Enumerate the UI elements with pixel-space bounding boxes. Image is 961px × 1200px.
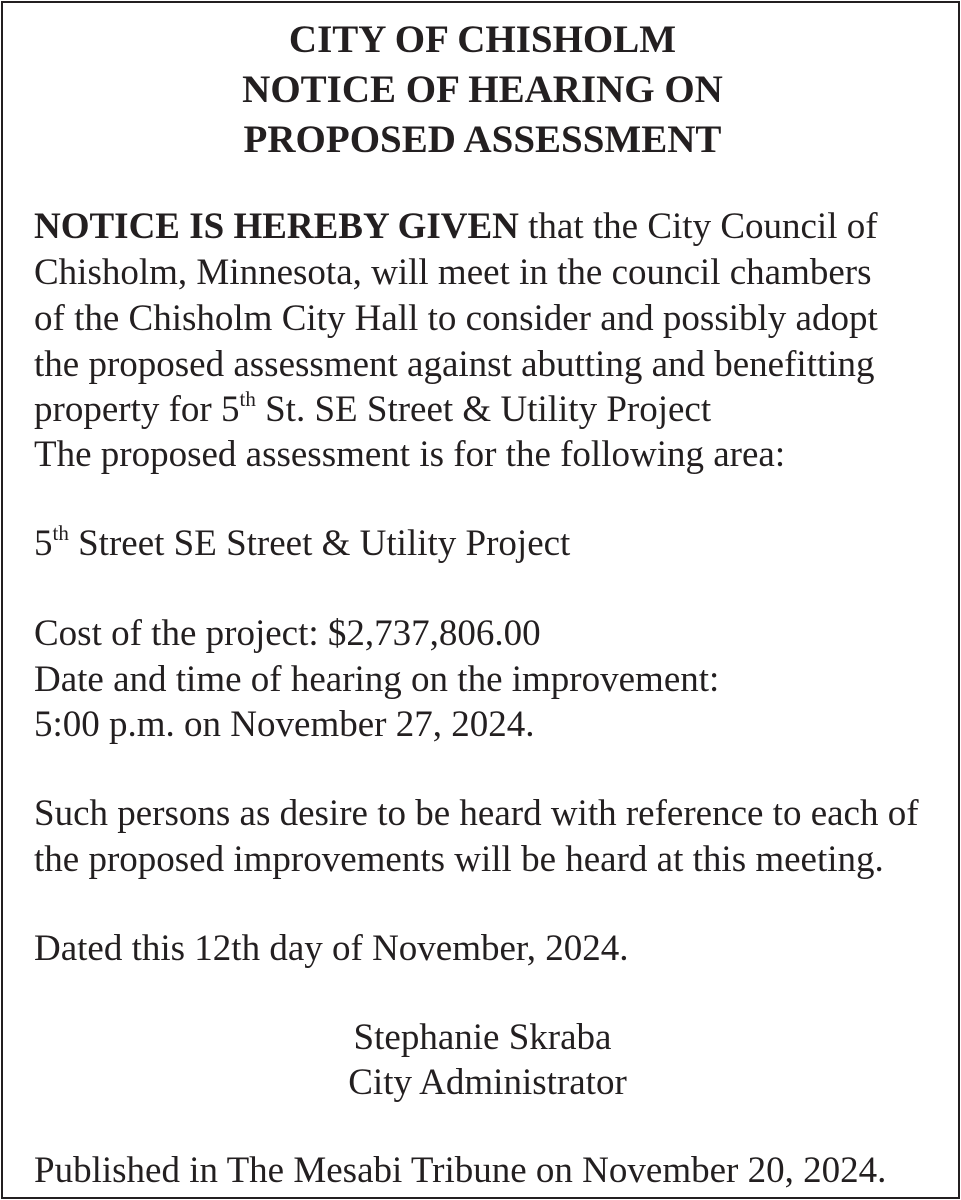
notice-line-6: The proposed assessment is for the following area:	[34, 434, 786, 475]
title-line-1: CITY OF CHISHOLM	[288, 18, 677, 61]
notice-line-3: of the Chisholm City Hall to consider and possibly adopt	[34, 298, 878, 339]
notice-lead: NOTICE IS HEREBY GIVEN	[34, 206, 519, 247]
notice-line-2: Chisholm, Minnesota, will meet in the council chambers	[34, 252, 872, 293]
dated-line: Dated this 12th day of November, 2024.	[34, 928, 629, 969]
notice-line-5-a: property for 5	[34, 389, 240, 430]
title-line-2: NOTICE OF HEARING ON	[242, 68, 723, 111]
project-area-a: 5	[34, 523, 53, 564]
notice-line-5	[34, 387, 711, 433]
notice-lead-rest: that the City Council of	[518, 206, 878, 247]
signatory-role: City Administrator	[348, 1062, 627, 1103]
hearing-time: 5:00 p.m. on November 27, 2024.	[34, 704, 535, 745]
notice-line-5-b: St. SE Street & Utility Project	[255, 389, 712, 430]
notice-line-5-sup: th	[239, 387, 256, 411]
signatory-name: Stephanie Skraba	[353, 1017, 612, 1058]
project-area	[34, 521, 570, 567]
notice-border	[1, 1, 960, 1199]
notice-line-1	[34, 204, 878, 250]
title-line-3: PROPOSED ASSESSMENT	[243, 118, 722, 161]
publication-line: Published in The Mesabi Tribune on November 20, 2024.	[34, 1150, 887, 1191]
project-area-sup: th	[52, 521, 69, 545]
persons-line-1: Such persons as desire to be heard with reference to each of	[34, 793, 919, 834]
hearing-label: Date and time of hearing on the improvement:	[34, 659, 720, 700]
project-area-b: Street SE Street & Utility Project	[68, 523, 571, 564]
persons-line-2: the proposed improvements will be heard at this meeting.	[34, 839, 884, 880]
project-cost: Cost of the project: $2,737,806.00	[34, 613, 541, 654]
notice-line-4: the proposed assessment against abutting and benefitting	[34, 344, 875, 385]
